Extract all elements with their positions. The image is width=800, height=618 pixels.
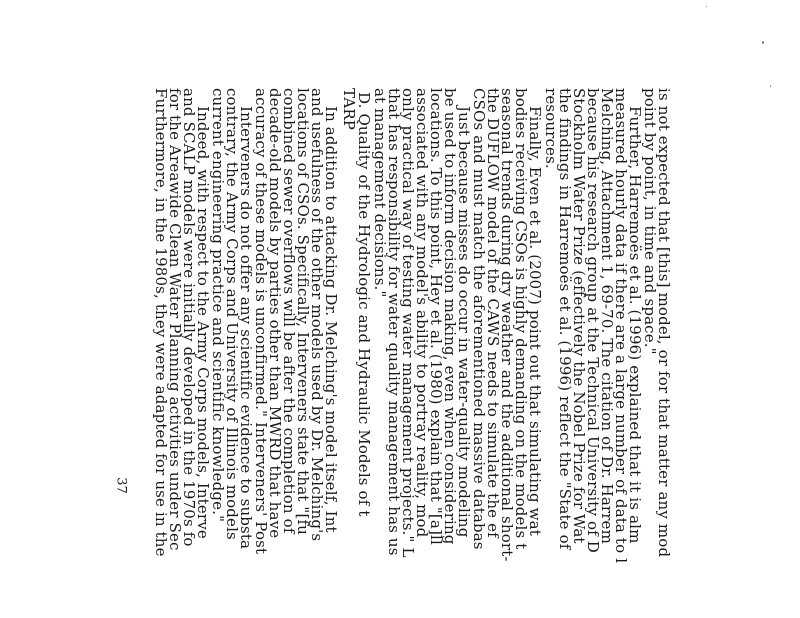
- text-line: and SCALP models were initially developed in the 1970s fo: [180, 88, 198, 547]
- scan-speck: [770, 85, 771, 87]
- text-line: only practical way of testing water management projects." L: [399, 88, 417, 558]
- text-line: that has responsibility for water quality management has us: [385, 88, 403, 556]
- text-line: locations. To this point, Hey et al. (1980) explain that "[a]ll: [427, 88, 445, 545]
- text-line: the findings in Harremoës et al. (1996) reflect the "State of: [556, 88, 574, 550]
- text-line: and usefulness of the other models used by Dr. Melching's: [308, 88, 326, 542]
- text-line: Finally, Even et al. (2007) point out that simulating wat: [526, 106, 544, 536]
- rotated-text-block: [140, 88, 673, 618]
- text-line: Melching, Attachment 1, 69-70. The citation of Dr. Harrem: [598, 88, 616, 544]
- text-line: Indeed, with respect to the Army Corps models, Interve: [194, 106, 212, 539]
- text-line: Just because misses do occur in water-quality modeling: [455, 106, 473, 538]
- text-line: because his research group at the Technical University of D: [584, 88, 602, 553]
- text-line: TARP: [340, 88, 358, 131]
- text-line: combined sewer overflows will be after the completion of: [280, 88, 298, 534]
- text-line: at management decisions.": [371, 88, 389, 298]
- text-line: locations of CSOs. Specifically, Interveners state that "[fu: [294, 88, 312, 535]
- text-line: decade-old models by parties other than MWRD that have: [266, 88, 284, 539]
- text-line: the DUFLOW model of the CAWS needs to simulate the ef: [484, 88, 502, 538]
- text-line: In addition to attacking Dr. Melching's model itself, Int: [322, 106, 340, 533]
- text-line: is not expected that [this] model, or for that matter any mod: [655, 88, 673, 558]
- text-line: Further, Harremoës et al. (1996) explained that it is alm: [626, 106, 644, 544]
- text-line: Furthermore, in the 1980s, they were adapted for use in the: [152, 88, 170, 557]
- text-line: measured hourly data if there are a large number of data to l: [612, 88, 630, 564]
- text-line: D. Quality of the Hydrologic and Hydraulic Models of t: [355, 92, 373, 517]
- text-line: accuracy of these models is unconfirmed." Interveners' Post: [252, 88, 270, 555]
- text-line: current engineering practice and scientific knowledge.": [209, 88, 227, 523]
- text-line: Interveners do not offer any scientific evidence to substa: [237, 106, 255, 550]
- text-line: Stockholm Water Prize (effectively the Nobel Prize for Wat: [570, 88, 588, 544]
- text-line: seasonal trends during dry weather and the additional short-: [498, 88, 516, 562]
- text-line: bodies receiving CSOs is highly demanding on the models t: [512, 88, 530, 550]
- text-line: resources.: [542, 88, 560, 169]
- text-line: contrary, the Army Corps and University of Illinois models: [223, 88, 241, 540]
- page-number: 37: [113, 477, 129, 494]
- text-line: associated with any model's ability to portray reality, mod: [413, 88, 431, 538]
- text-line: point by point, in time and space.": [641, 88, 660, 355]
- text-line: CSOs and must match the aforementioned massive databas: [470, 88, 488, 550]
- scan-speck: [706, 6, 707, 7]
- scan-speck: [762, 41, 764, 44]
- text-line: for the Areawide Clean Water Planning activities under Sec: [166, 88, 184, 551]
- text-line: be used to inform decision making, even when considering: [441, 88, 459, 545]
